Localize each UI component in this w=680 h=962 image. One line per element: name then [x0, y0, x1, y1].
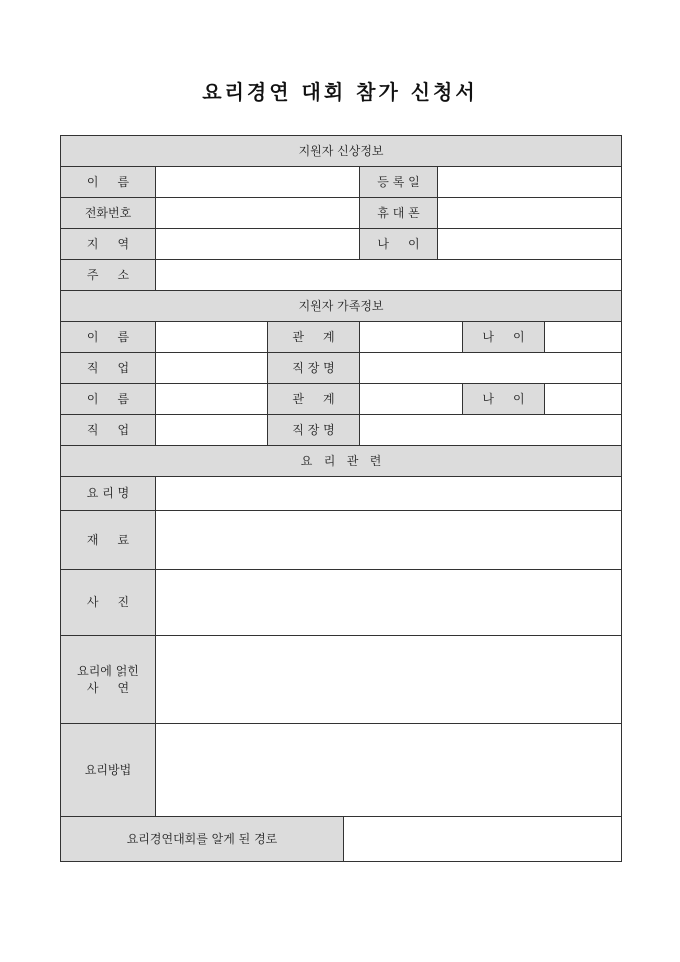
section-applicant-info: 지원자 신상정보	[61, 136, 622, 167]
field-family-job-1[interactable]	[156, 353, 268, 384]
field-family-job-2[interactable]	[156, 415, 268, 446]
field-family-workplace-1[interactable]	[360, 353, 622, 384]
label-family-job-2: 직 업	[61, 415, 156, 446]
application-form	[60, 135, 622, 862]
field-ingredients[interactable]	[156, 511, 622, 570]
field-family-age-1[interactable]	[545, 322, 622, 353]
field-cooking-story[interactable]	[156, 636, 622, 724]
field-region[interactable]	[156, 229, 360, 260]
label-family-name-2: 이 름	[61, 384, 156, 415]
field-how-heard[interactable]	[344, 817, 622, 862]
field-address[interactable]	[156, 260, 622, 291]
field-family-age-2[interactable]	[545, 384, 622, 415]
label-ingredients: 재 료	[61, 511, 156, 570]
field-family-name-1[interactable]	[156, 322, 268, 353]
section-cooking: 요 리 관 련	[61, 446, 622, 477]
label-family-workplace-2: 직 장 명	[268, 415, 360, 446]
field-photo[interactable]	[156, 570, 622, 636]
label-family-relation-2: 관 계	[268, 384, 360, 415]
label-family-relation-1: 관 계	[268, 322, 360, 353]
label-address: 주 소	[61, 260, 156, 291]
label-photo: 사 진	[61, 570, 156, 636]
label-mobile: 휴 대 폰	[360, 198, 438, 229]
label-applicant-name: 이 름	[61, 167, 156, 198]
label-family-name-1: 이 름	[61, 322, 156, 353]
label-registration-date: 등 록 일	[360, 167, 438, 198]
field-phone[interactable]	[156, 198, 360, 229]
field-family-relation-2[interactable]	[360, 384, 463, 415]
label-family-age-1: 나 이	[463, 322, 545, 353]
label-family-job-1: 직 업	[61, 353, 156, 384]
field-dish-name[interactable]	[156, 477, 622, 511]
label-cooking-method: 요리방법	[61, 724, 156, 817]
section-family-info: 지원자 가족정보	[61, 291, 622, 322]
label-how-heard: 요리경연대회를 알게 된 경로	[61, 817, 344, 862]
field-cooking-method[interactable]	[156, 724, 622, 817]
label-region: 지 역	[61, 229, 156, 260]
page-title: 요리경연 대회 참가 신청서	[202, 80, 478, 104]
label-applicant-age: 나 이	[360, 229, 438, 260]
field-applicant-age[interactable]	[438, 229, 622, 260]
label-phone: 전화번호	[61, 198, 156, 229]
field-family-relation-1[interactable]	[360, 322, 463, 353]
field-family-workplace-2[interactable]	[360, 415, 622, 446]
field-applicant-name[interactable]	[156, 167, 360, 198]
field-mobile[interactable]	[438, 198, 622, 229]
field-family-name-2[interactable]	[156, 384, 268, 415]
label-family-workplace-1: 직 장 명	[268, 353, 360, 384]
label-dish-name: 요 리 명	[61, 477, 156, 511]
label-family-age-2: 나 이	[463, 384, 545, 415]
label-cooking-story: 요리에 얽힌 사 연	[61, 636, 156, 724]
field-registration-date[interactable]	[438, 167, 622, 198]
